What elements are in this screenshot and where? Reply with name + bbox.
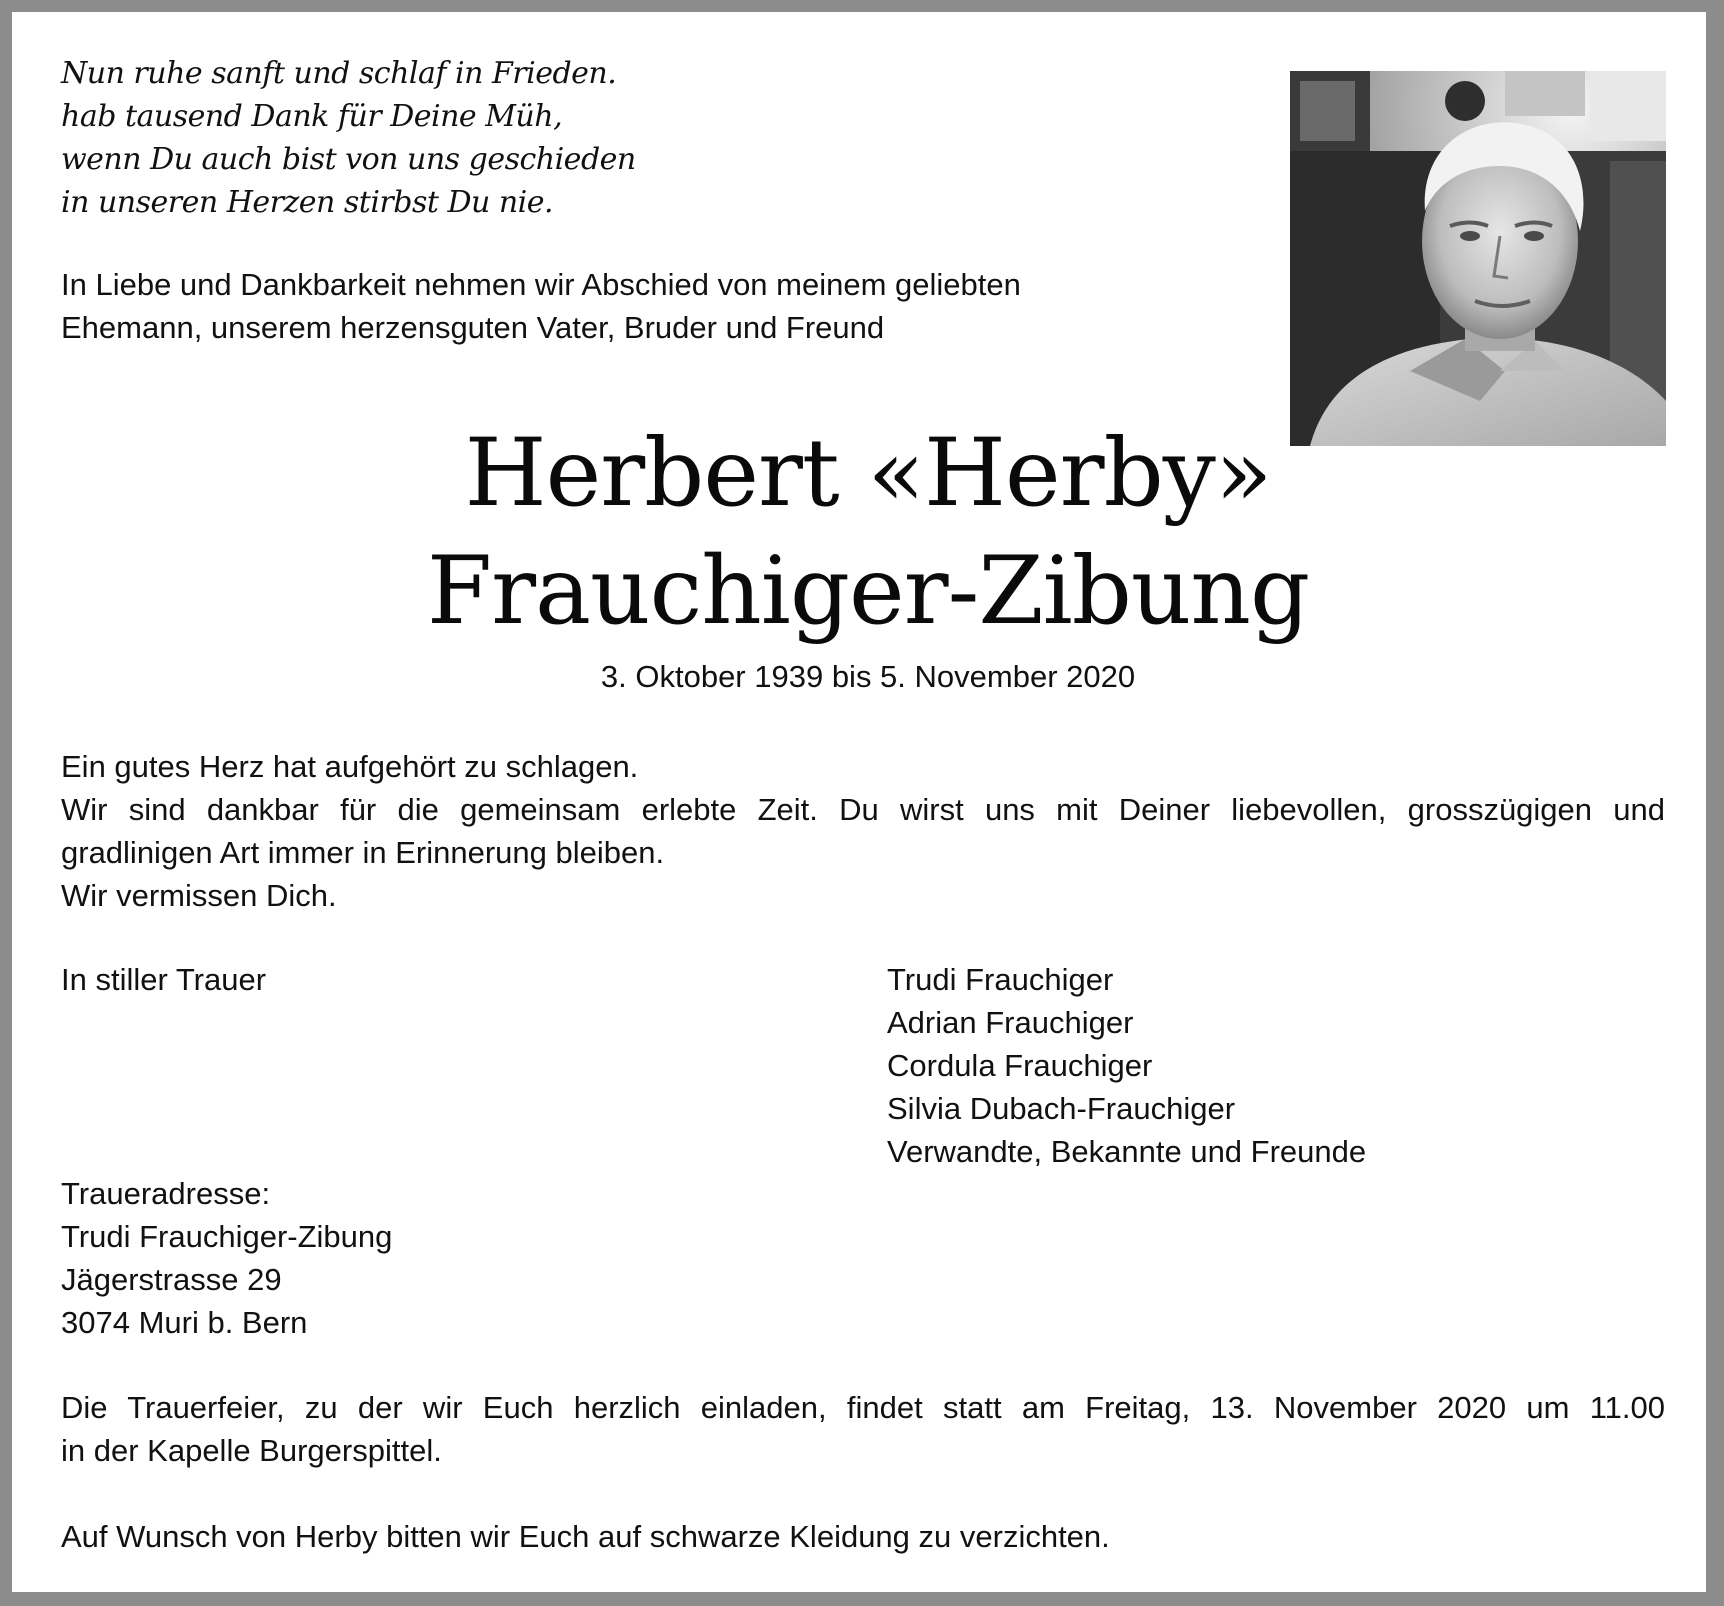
service-line: Die Trauerfeier, zu der wir Euch herzlich einladen, findet statt am Freitag, 13. November 2020 um 11.00 xyxy=(61,1390,1665,1425)
mourner-name: Cordula Frauchiger xyxy=(887,1048,1153,1083)
deceased-name-line1: Herbert «Herby» xyxy=(464,419,1272,528)
message-line: Wir vermissen Dich. xyxy=(61,878,337,913)
address-street: Jägerstrasse 29 xyxy=(61,1262,282,1297)
portrait-photo-icon xyxy=(1290,71,1666,446)
poem-line: in unseren Herzen stirbst Du nie. xyxy=(61,185,554,220)
mourning-address xyxy=(61,1172,392,1344)
deceased-name-line2: Frauchiger-Zibung xyxy=(426,537,1310,646)
service-line: in der Kapelle Burgerspittel. xyxy=(61,1433,442,1468)
intro-line: In Liebe und Dankbarkeit nehmen wir Abschied von meinem geliebten xyxy=(61,267,1021,302)
message-line: Ein gutes Herz hat aufgehört zu schlagen. xyxy=(61,749,639,784)
poem-line: Nun ruhe sanft und schlaf in Frieden. xyxy=(61,56,617,91)
dress-code-wish: Auf Wunsch von Herby bitten wir Euch auf schwarze Kleidung zu verzichten. xyxy=(61,1519,1110,1554)
poem-line: hab tausend Dank für Deine Müh, xyxy=(61,99,563,134)
mourning-label: In stiller Trauer xyxy=(61,962,267,997)
mourners-list xyxy=(887,958,1366,1173)
message-line: gradlinigen Art immer in Erinnerung bleiben. xyxy=(61,835,665,870)
address-label: Traueradresse: xyxy=(61,1176,271,1211)
intro-text xyxy=(61,263,1111,349)
mourner-name: Verwandte, Bekannte und Freunde xyxy=(887,1134,1367,1169)
poem-line: wenn Du auch bist von uns geschieden xyxy=(61,142,636,177)
address-city: 3074 Muri b. Bern xyxy=(61,1305,308,1340)
portrait-photo-illustration xyxy=(1290,71,1666,446)
obituary-notice xyxy=(12,12,1706,1592)
mourner-name: Trudi Frauchiger xyxy=(887,962,1114,997)
funeral-service-info xyxy=(61,1386,1665,1472)
mourner-name: Adrian Frauchiger xyxy=(887,1005,1134,1040)
poem xyxy=(61,52,636,224)
life-dates: 3. Oktober 1939 bis 5. November 2020 xyxy=(600,659,1136,694)
intro-line: Ehemann, unserem herzensguten Vater, Bruder und Freund xyxy=(61,310,885,345)
mourner-name: Silvia Dubach-Frauchiger xyxy=(887,1091,1236,1126)
message-text xyxy=(61,745,1665,917)
message-line: Wir sind dankbar für die gemeinsam erlebte Zeit. Du wirst uns mit Deiner liebevollen, grosszügigen und xyxy=(61,792,1665,827)
address-name: Trudi Frauchiger-Zibung xyxy=(61,1219,393,1254)
